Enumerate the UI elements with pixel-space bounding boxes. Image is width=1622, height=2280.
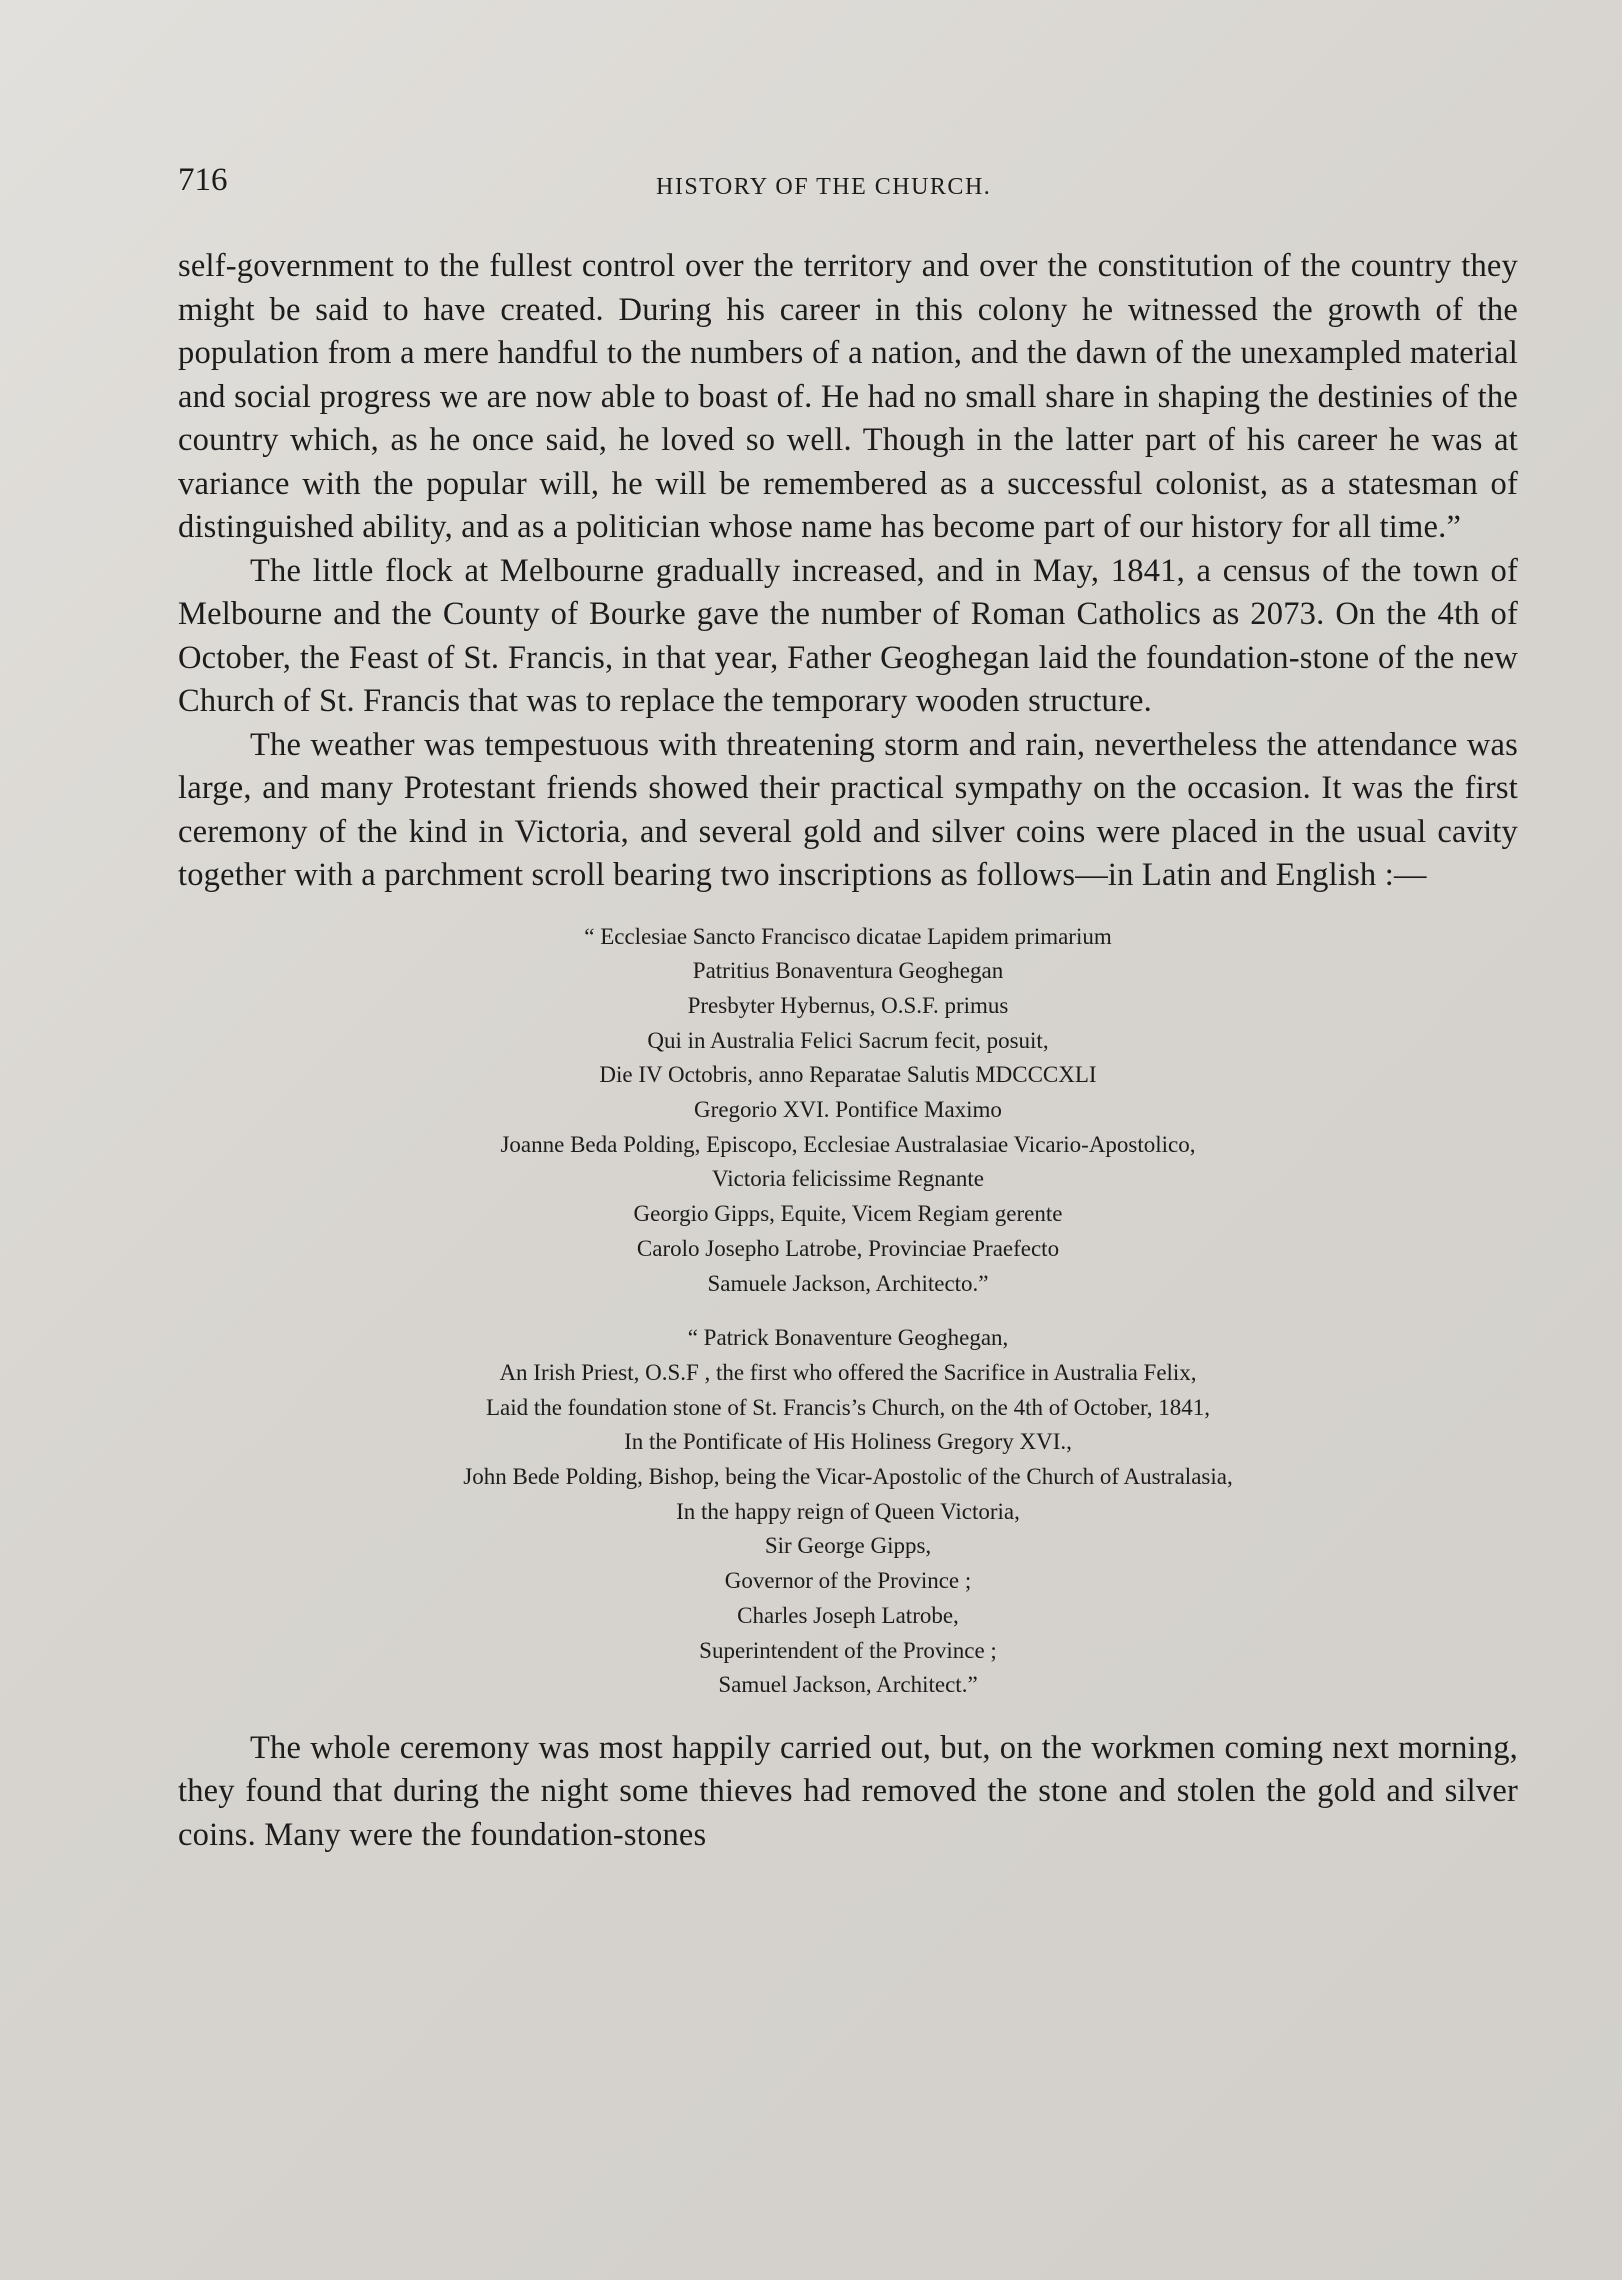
page-body: [178, 245, 1518, 1857]
paragraph-census: The little flock at Melbourne gradually increased, and in May, 1841, a census of the town of Melbourne and the County of Bourke gave the number of Roman Catholics as 2073. On the 4th of October, the Feast of St. Francis, in that year, Father Geoghegan laid the foundation-stone of the new Church of St. Francis that was to replace the temporary wooden structure.: [178, 552, 1518, 719]
inscription-line: Presbyter Hybernus, O.S.F. primus: [687, 992, 1009, 1018]
inscription-line: Governor of the Province ;: [724, 1568, 972, 1594]
inscription-line: Sir George Gipps,: [764, 1533, 932, 1559]
inscription-line: Die IV Octobris, anno Reparatae Salutis MDCCCXLI: [599, 1062, 1097, 1088]
inscription-line: Joanne Beda Polding, Episcopo, Ecclesiae Australasiae Vicario-Apostolico,: [500, 1131, 1196, 1157]
inscription-line: An Irish Priest, O.S.F , the first who offered the Sacrifice in Australia Felix,: [499, 1359, 1197, 1385]
paragraph-continuation: self-government to the fullest control over the territory and over the constitution of the country they might be said to have created. During his career in this colony he witnessed the growth of the population from a mere handful to the numbers of a nation, and the dawn of the unexampled material and social progress we are now able to boast of. He had no small share in shaping the destinies of the country which, as he once said, he loved so well. Though in the latter part of his career he was at variance with the popular will, he will be remembered as a successful colonist, as a statesman of distinguished ability, and as a politician whose name has become part of our history for all time.”: [178, 248, 1518, 545]
running-title: HISTORY OF THE CHURCH.: [656, 174, 992, 200]
closing-block: [178, 1727, 1518, 1858]
inscription-line: Samuel Jackson, Architect.”: [718, 1672, 978, 1698]
inscription-line: Superintendent of the Province ;: [699, 1637, 997, 1663]
inscription-line: In the happy reign of Queen Victoria,: [676, 1498, 1020, 1524]
paragraph-ceremony: The weather was tempestuous with threatening storm and rain, nevertheless the attendance was large, and many Protestant friends showed their practical sympathy on the occasion. It was the first ceremony of the kind in Victoria, and several gold and silver coins were placed in the usual cavity together with a parchment scroll bearing two inscriptions as follows—in Latin and English :—: [178, 726, 1518, 893]
inscription-line: Patritius Bonaventura Geoghegan: [692, 958, 1004, 984]
inscription-line: “ Patrick Bonaventure Geoghegan,: [687, 1325, 1009, 1351]
page-number: 716: [178, 162, 228, 198]
inscription-line: In the Pontificate of His Holiness Gregory XVI.,: [624, 1429, 1072, 1455]
inscription-line: Victoria felicissime Regnante: [712, 1166, 984, 1192]
inscription-line: Gregorio XVI. Pontifice Maximo: [694, 1097, 1002, 1123]
english-inscription: [178, 1321, 1518, 1703]
inscription-line: Charles Joseph Latrobe,: [737, 1602, 959, 1628]
paragraph-closing: The whole ceremony was most happily carried out, but, on the workmen coming next morning, they found that during the night some thieves had removed the stone and stolen the gold and silver coins. Many were the foundation-stones: [178, 1729, 1518, 1853]
inscription-line: Carolo Josepho Latrobe, Provinciae Praefecto: [636, 1235, 1060, 1261]
inscription-line: Georgio Gipps, Equite, Vicem Regiam gerente: [633, 1201, 1063, 1227]
inscription-line: Qui in Australia Felici Sacrum fecit, posuit,: [647, 1027, 1049, 1053]
inscription-line: Samuele Jackson, Architecto.”: [707, 1270, 989, 1296]
inscription-line: Laid the foundation stone of St. Francis’s Church, on the 4th of October, 1841,: [485, 1394, 1211, 1420]
inscription-line: John Bede Polding, Bishop, being the Vicar-Apostolic of the Church of Australasia,: [463, 1464, 1233, 1490]
running-head: [178, 162, 1518, 202]
latin-inscription: [178, 920, 1518, 1302]
inscription-line: “ Ecclesiae Sancto Francisco dicatae Lapidem primarium: [584, 923, 1112, 949]
prose-block: [178, 245, 1518, 898]
